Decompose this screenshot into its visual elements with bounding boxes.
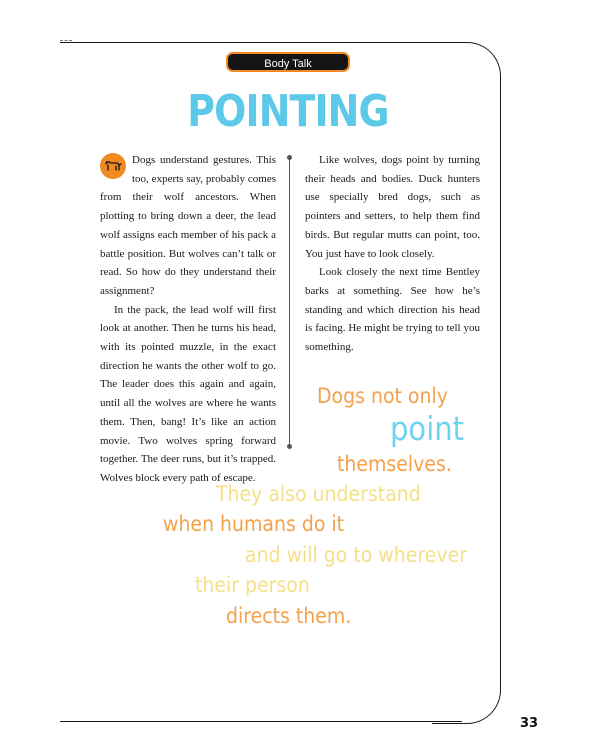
pull-quote-line: Dogs not only xyxy=(317,384,448,408)
paragraph: Like wolves, dogs point by turning their heads and bodies. Duck hunters use specially bred dogs, such as pointers and setters, to help them find birds. But regular mutts can point, too. You just have to look closely. xyxy=(305,154,480,260)
frame-bottom-rule xyxy=(60,721,462,722)
right-column xyxy=(305,151,480,357)
page-title: POINTING xyxy=(187,86,389,137)
pull-quote-line: directs them. xyxy=(226,604,352,628)
pull-quote-line: their person xyxy=(195,573,310,597)
paragraph xyxy=(100,151,276,301)
left-column xyxy=(100,151,276,488)
paragraph: In the pack, the lead wolf will first look at another. Then he turns his head, with its pointed muzzle, in the exact direction he wants the other wolf to go. The leader does this again and again, until all the wolves are where he wants them. Then, bang! It’s like an action movie. Two wolves spring forward together. The deer runs, but it’s trapped. Wolves block every path of escape. xyxy=(100,303,276,484)
paragraph-text: Dogs understand gestures. This too, experts say, probably comes from their wolf ancestors. When plotting to bring down a deer, the lead wolf assigns each member of his pack a battle position. But wolves can’t talk or read. So how do they understand their assignment? xyxy=(100,154,276,297)
section-tag: Body Talk xyxy=(226,52,350,72)
pull-quote-line: point xyxy=(390,409,465,448)
paragraph: Look closely the next time Bentley barks at something. See how he’s standing and which direction his head is facing. He might be trying to tell you something. xyxy=(305,266,480,354)
pull-quote-line: They also understand xyxy=(216,482,421,506)
frame-rounded-edge xyxy=(432,42,501,724)
column-divider xyxy=(289,158,290,446)
pull-quote-line: themselves. xyxy=(337,452,452,476)
pull-quote-line: when humans do it xyxy=(163,512,345,536)
divider-top-dot xyxy=(287,155,292,160)
paw-dog-icon xyxy=(100,153,126,179)
divider-bottom-dot xyxy=(287,444,292,449)
frame-dash xyxy=(60,40,72,41)
pull-quote-line: and will go to wherever xyxy=(245,543,467,567)
frame-top-rule xyxy=(60,42,462,43)
page-number: 33 xyxy=(520,716,539,731)
